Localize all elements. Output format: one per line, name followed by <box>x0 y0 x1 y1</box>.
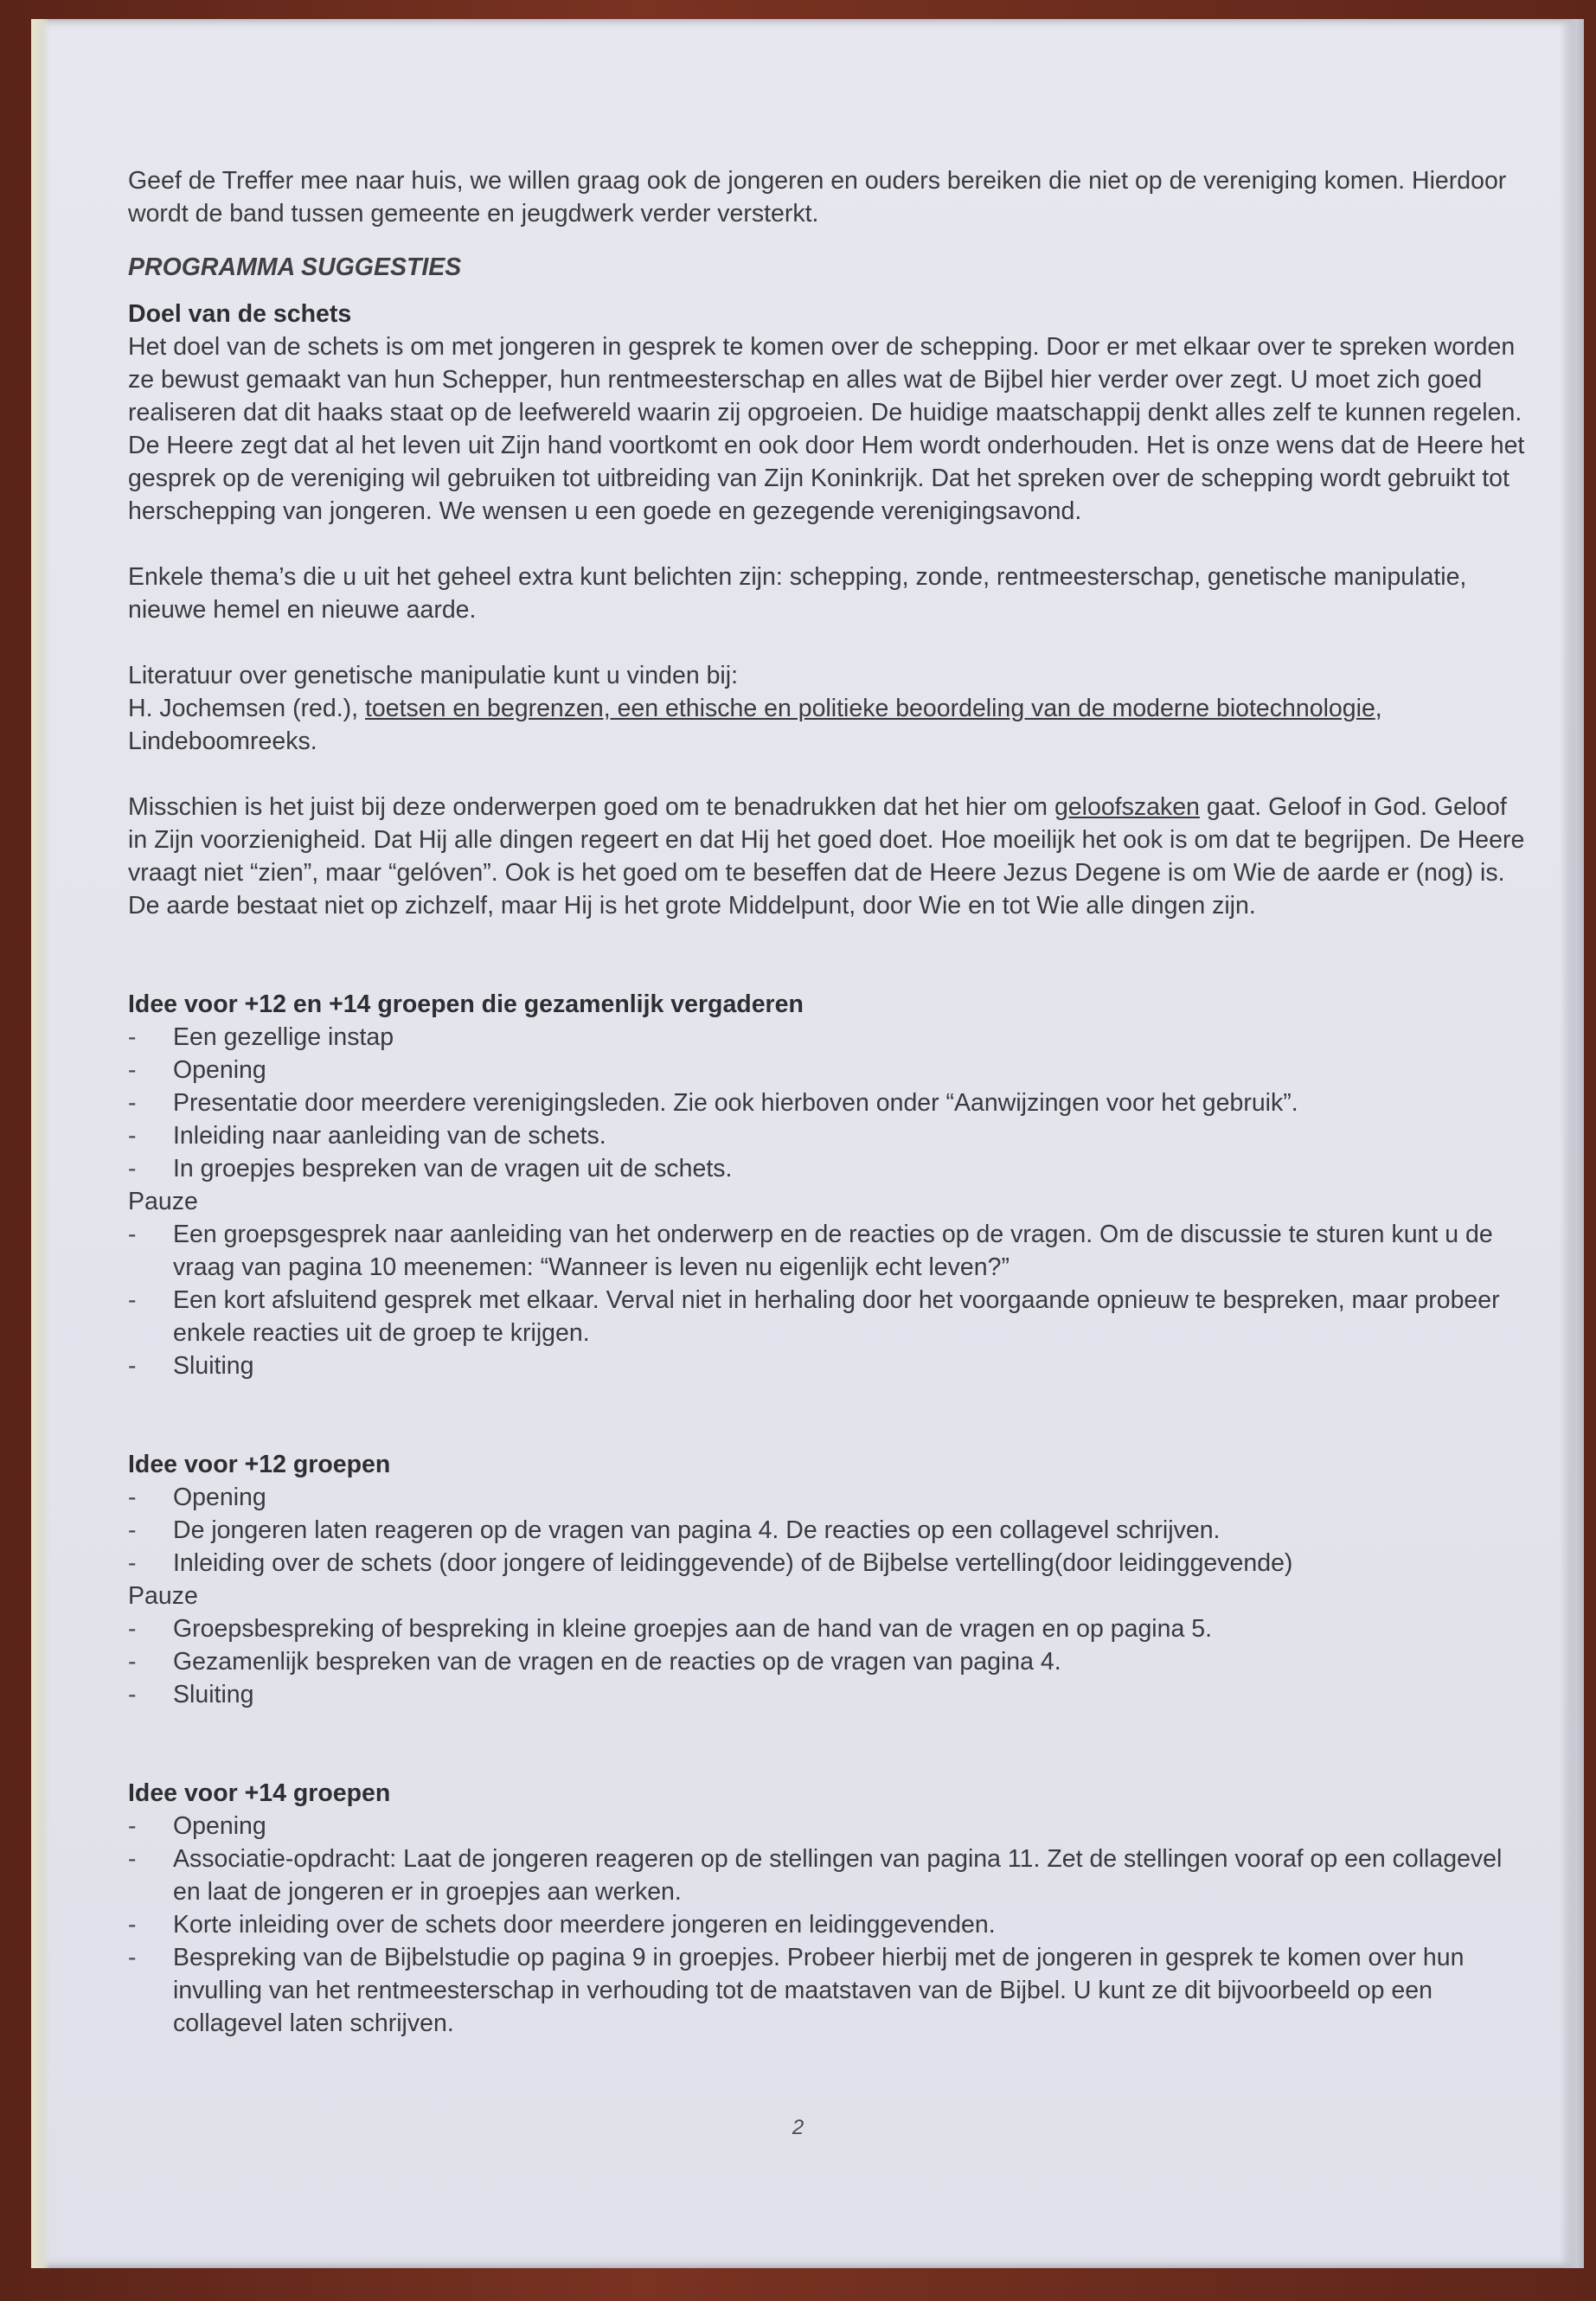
idee-14-list <box>128 1810 1529 2040</box>
idee-14-heading: Idee voor +14 groepen <box>128 1779 391 1807</box>
list-item: - Inleiding over de schets (door jongere of leidinggevende) of de Bijbelse vertelling(door leidinggevende) <box>128 1547 1529 1580</box>
idee-gezamenlijk-list-after <box>128 1218 1529 1382</box>
geloof-underlined: geloofszaken <box>1054 793 1200 821</box>
doel-heading: Doel van de schets <box>128 300 352 328</box>
literatuur-reference <box>128 692 1529 758</box>
intro-paragraph: Geef de Treffer mee naar huis, we willen graag ook de jongeren en ouders bereiken die niet op de vereniging komen. Hierdoor wordt de band tussen gemeente en jeugdwerk verder versterkt. <box>128 167 1507 228</box>
literatuur-series: , Lindeboomreeks. <box>128 695 1382 755</box>
idee-12-heading: Idee voor +12 groepen <box>128 1451 391 1478</box>
section-title: PROGRAMMA SUGGESTIES <box>128 253 462 281</box>
page-spine-shadow <box>31 19 50 2268</box>
list-item: - Sluiting <box>128 1349 1529 1382</box>
list-item: - Groepsbespreking of bespreking in kleine groepjes aan de hand van de vragen en op pagina 5. <box>128 1612 1529 1645</box>
geloof-before: Misschien is het juist bij deze onderwerpen goed om te benadrukken dat het hier om <box>128 793 1054 821</box>
page-content <box>128 164 1529 2040</box>
geloof-paragraph <box>128 791 1529 922</box>
literatuur-title: toetsen en begrenzen, een ethische en politieke beoordeling van de moderne biotechnologie <box>365 695 1375 722</box>
idee-12-list-before <box>128 1481 1529 1580</box>
idee-12-list-after <box>128 1612 1529 1711</box>
list-item: - Associatie-opdracht: Laat de jongeren reageren op de stellingen van pagina 11. Zet de stellingen vooraf op een collagevel en laat de jongeren er in groepjes aan werken. <box>128 1843 1529 1908</box>
idee-gezamenlijk-heading: Idee voor +12 en +14 groepen die gezamenlijk vergaderen <box>128 990 804 1018</box>
list-item: - Opening <box>128 1054 1529 1086</box>
list-item: - Gezamenlijk bespreken van de vragen en de reacties op de vragen van pagina 4. <box>128 1645 1529 1678</box>
themas-paragraph: Enkele thema’s die u uit het geheel extra kunt belichten zijn: schepping, zonde, rentmeesterschap, genetische manipulatie, nieuwe hemel en nieuwe aarde. <box>128 563 1467 624</box>
list-item: - Een groepsgesprek naar aanleiding van het onderwerp en de reacties op de vragen. Om de discussie te sturen kunt u de vraag van pagina 10 meenemen: “Wanneer is leven nu eigenlijk echt leven?” <box>128 1218 1529 1284</box>
list-item: - Een kort afsluitend gesprek met elkaar. Verval niet in herhaling door het voorgaande opnieuw te bespreken, maar probeer enkele reacties uit de groep te krijgen. <box>128 1284 1529 1349</box>
list-item: - Opening <box>128 1810 1529 1843</box>
list-item: - Bespreking van de Bijbelstudie op pagina 9 in groepjes. Probeer hierbij met de jongeren in gesprek te komen over hun invulling van het rentmeesterschap in verhouding tot de maatstaven van de Bijbel. U kunt ze dit bijvoorbeeld op een collagevel laten schrijven. <box>128 1941 1529 2040</box>
list-item: - Korte inleiding over de schets door meerdere jongeren en leidinggevenden. <box>128 1908 1529 1941</box>
list-item: - De jongeren laten reageren op de vragen van pagina 4. De reacties op een collagevel schrijven. <box>128 1514 1529 1547</box>
list-item: - Presentatie door meerdere verenigingsleden. Zie ook hierboven onder “Aanwijzingen voor het gebruik”. <box>128 1086 1529 1119</box>
list-item: - Een gezellige instap <box>128 1021 1529 1054</box>
list-item: - Inleiding naar aanleiding van de schets. <box>128 1119 1529 1152</box>
doel-paragraph: Het doel van de schets is om met jongeren in gesprek te komen over de schepping. Door er met elkaar over te spreken worden ze bewust gemaakt van hun Schepper, hun rentmeesterschap en alles wat de Bijbel hier verder over zegt. U moet zich goed realiseren dat dit haaks staat op de leefwereld waarin zij opgroeien. De huidige maatschappij denkt alles zelf te kunnen regelen. De Heere zegt dat al het leven uit Zijn hand voortkomt en ook door Hem wordt onderhouden. Het is onze wens dat de Heere het gesprek op de vereniging wil gebruiken tot uitbreiding van Zijn Koninkrijk. Dat het spreken over de schepping wordt gebruikt tot herschepping van jongeren. We wensen u een goede en gezegende verenigingsavond. <box>128 333 1525 525</box>
list-item: - Opening <box>128 1481 1529 1514</box>
idee-gezamenlijk-list-before <box>128 1021 1529 1185</box>
page-edge-shadow <box>1560 19 1584 2268</box>
page-number: 2 <box>792 2116 804 2139</box>
pauze-label: Pauze <box>128 1188 198 1215</box>
list-item: - In groepjes bespreken van de vragen uit de schets. <box>128 1152 1529 1185</box>
literatuur-intro: Literatuur over genetische manipulatie kunt u vinden bij: <box>128 662 739 689</box>
literatuur-author: H. Jochemsen (red.), <box>128 695 359 722</box>
pauze-label: Pauze <box>128 1582 198 1610</box>
list-item: - Sluiting <box>128 1678 1529 1711</box>
geloof-after: gaat. Geloof in God. Geloof in Zijn voorzienigheid. Dat Hij alle dingen regeert en dat Hij het goed doet. Hoe moeilijk het ook is om dat te begrijpen. De Heere vraagt niet “zien”, maar “gelóven”. Ook is het goed om te beseffen dat de Heere Jezus Degene is om Wie de aarde er (nog) is. De aarde bestaat niet op zichzelf, maar Hij is het grote Middelpunt, door Wie en tot Wie alle dingen zijn. <box>128 793 1525 920</box>
